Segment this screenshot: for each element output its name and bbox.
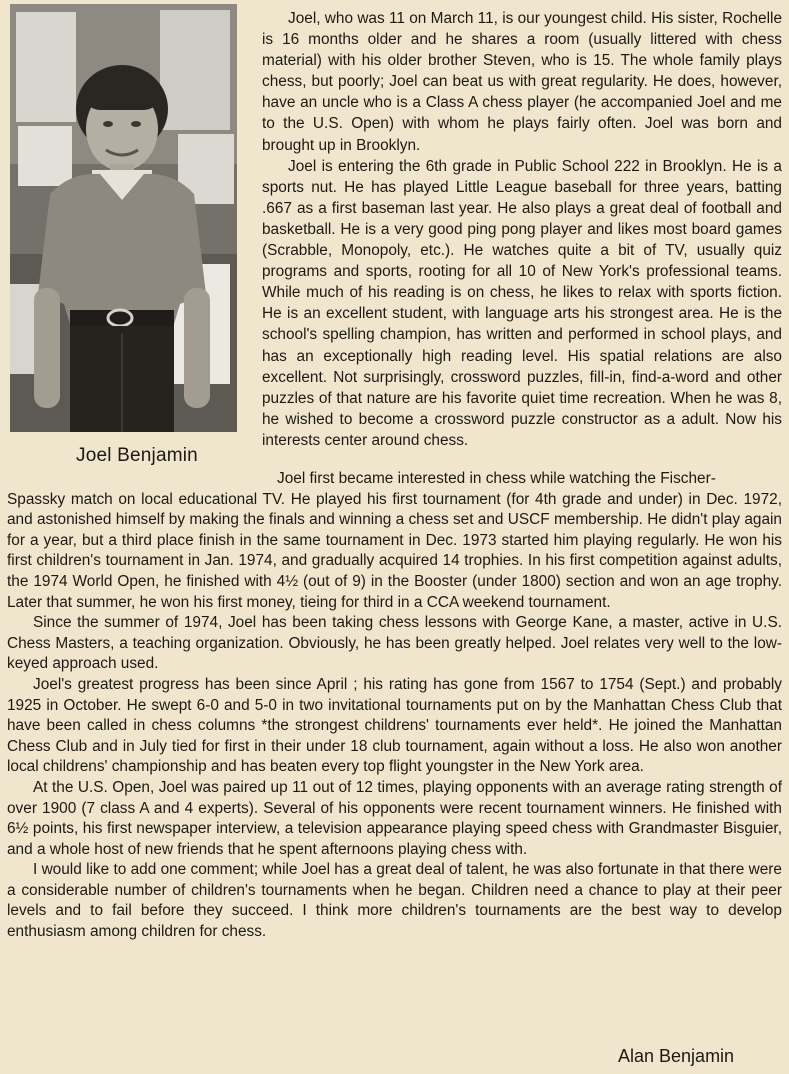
full-width-text bbox=[7, 469, 782, 943]
column-text bbox=[262, 8, 782, 451]
paragraph: At the U.S. Open, Joel was paired up 11 out of 12 times, playing opponents with an average rating strength of over 1900 (7 class A and 4 experts). Several of his opponents were recent tournament winners. He finished with 6½ points, his first newspaper interview, a television appearance playing speed chess with Grandmaster Bisguier, and a whole host of new friends that he spent afternoons playing chess with. bbox=[7, 778, 782, 858]
portrait-photo bbox=[10, 4, 237, 432]
paragraph: Joel first became interested in chess while watching the Fischer- bbox=[277, 470, 716, 487]
boy-portrait-icon bbox=[10, 4, 237, 432]
photo-caption: Joel Benjamin bbox=[76, 445, 198, 466]
paragraph: Joel, who was 11 on March 11, is our youngest child. His sister, Rochelle is 16 months older and he shares a room (usually littered with chess material) with his older brother Steven, who is 15. The whole family plays chess, but poorly; Joel can beat us with great regularity. He does, however, have an uncle who is a Class A chess player (he accompanied Joel and me to the U.S. Open) with whom he plays fairly often. Joel was born and brought up in Brooklyn. bbox=[262, 10, 782, 154]
paragraph: I would like to add one comment; while Joel has a great deal of talent, he was also fortunate in that there were a considerable number of children's tournaments when he began. Children need a chance to play at their peer levels and to fail before they succeed. I think more children's tournaments are the best way to develop enthusiasm among children for chess. bbox=[7, 861, 782, 941]
paragraph: Joel's greatest progress has been since April ; his rating has gone from 1567 to 1754 (Sept.) and probably 1925 in October. He swept 6-0 and 5-0 in two invitational tournaments put on by the Manhattan Chess Club that have been called in chess columns *the strongest childrens' tournaments ever held*. He joined the Manhattan Chess Club and in July tied for first in their under 18 club tournament, again without a loss. He also won another local childrens' championship and has beaten every top flight youngster in the New York area. bbox=[7, 675, 782, 776]
paragraph: Since the summer of 1974, Joel has been taking chess lessons with George Kane, a master, active in U.S. Chess Masters, a teaching organization. Obviously, he has been greatly helped. Joel relates very well to the low-keyed approach used. bbox=[7, 614, 782, 673]
paragraph: Spassky match on local educational TV. He played his first tournament (for 4th grade and under) in Dec. 1972, and astonished himself by making the finals and winning a chess set and USCF membership. He didn't play again for a year, but a third place finish in the same tournament in Dec. 1973 started him playing regularly. He won his first children's tournament in Jan. 1974, and gradually acquired 14 trophies. In his first competition against adults, the 1974 World Open, he finished with 4½ (out of 9) in the Booster (under 1800) section and won an age trophy. Later that summer, he won his first money, tieing for third in a CCA weekend tournament. bbox=[7, 490, 782, 611]
paragraph: Joel is entering the 6th grade in Public School 222 in Brooklyn. He is a sports nut. He has played Little League baseball for three years, batting .667 as a first baseman last year. He also plays a great deal of football and basketball. He is a very good ping pong player and likes most board games (Scrabble, Monopoly, etc.). He watches quite a bit of TV, usually quiz programs and sports, rooting for all 10 of New York's professional teams. While much of his reading is on chess, he likes to relax with sports fiction. He is an excellent student, with language arts his strongest area. He is the school's spelling champion, has written and performed in school plays, and has an exceptionally high reading level. His spatial relations are also excellent. Not surprisingly, crossword puzzles, fill-in, find-a-word and other puzzles of that nature are his favorite quiet time recreation. When he was 8, he wished to become a crossword puzzle constructor as a adult. Now his interests center around chess. bbox=[262, 157, 782, 449]
signature: Alan Benjamin bbox=[618, 1046, 735, 1066]
